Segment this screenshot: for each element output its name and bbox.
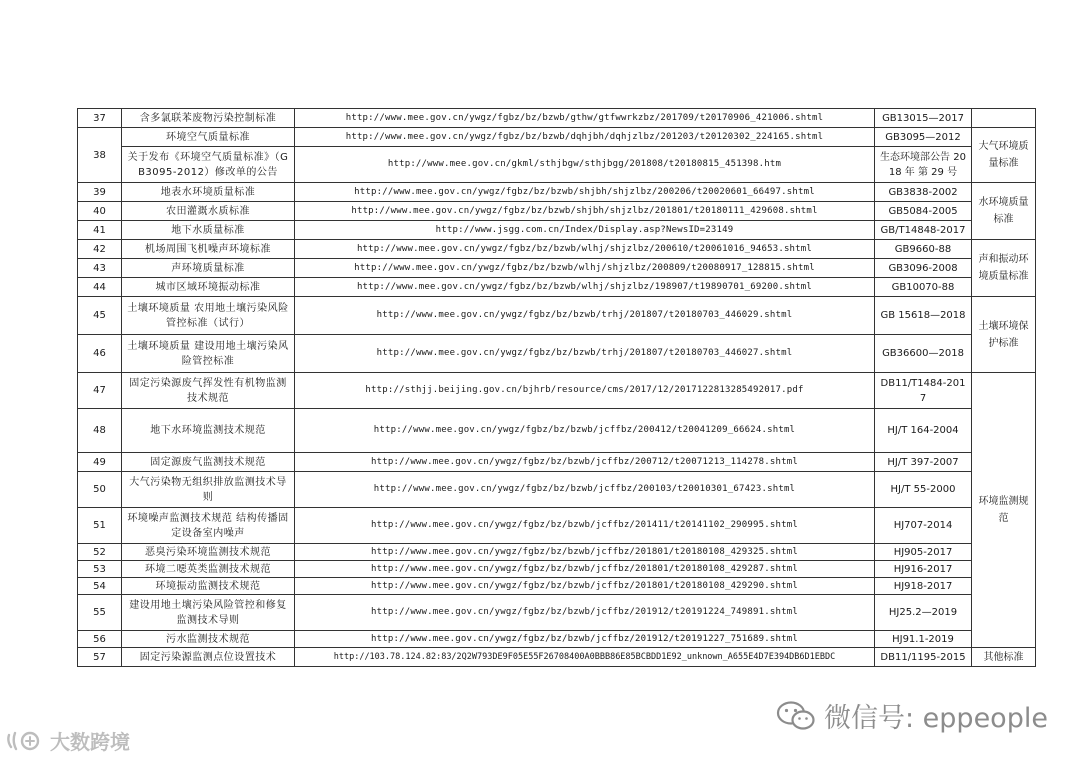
category-air: 大气环境质量标准 — [972, 128, 1036, 183]
standard-url[interactable]: http://www.mee.gov.cn/ywgz/fgbz/bz/bzwb/jcffbz/201912/t20191227_751689.shtml — [295, 631, 875, 648]
standard-name: 固定源废气监测技术规范 — [122, 453, 295, 472]
table-row — [78, 335, 1036, 373]
standard-name: 环境噪声监测技术规范 结构传播固定设备室内噪声 — [122, 508, 295, 544]
row-number: 42 — [78, 240, 122, 259]
row-number: 43 — [78, 259, 122, 278]
category-cell-empty — [972, 109, 1036, 128]
standard-name: 农田灌溉水质标准 — [122, 202, 295, 221]
standard-name: 机场周围飞机噪声环境标准 — [122, 240, 295, 259]
row-number: 49 — [78, 453, 122, 472]
brand-name-text: 大数跨境 — [50, 730, 130, 754]
standard-url[interactable]: http://www.mee.gov.cn/ywgz/fgbz/bz/bzwb/dqhjbh/dqhjzlbz/201203/t20120302_224165.shtml — [295, 128, 875, 147]
category-other: 其他标准 — [972, 648, 1036, 667]
row-number: 51 — [78, 508, 122, 544]
row-number: 48 — [78, 409, 122, 453]
standard-code: GB9660-88 — [875, 240, 972, 259]
standard-code: DB11/1195-2015 — [875, 648, 972, 667]
table-row — [78, 561, 1036, 578]
table-row — [78, 147, 1036, 183]
standard-code: HJ25.2—2019 — [875, 595, 972, 631]
standard-code: HJ905-2017 — [875, 544, 972, 561]
table-row — [78, 508, 1036, 544]
standards-table — [77, 108, 1036, 667]
standard-url[interactable]: http://www.mee.gov.cn/ywgz/fgbz/bz/bzwb/jcffbz/201801/t20180108_429290.shtml — [295, 578, 875, 595]
row-number: 40 — [78, 202, 122, 221]
standard-name: 城市区域环境振动标准 — [122, 278, 295, 297]
row-number: 52 — [78, 544, 122, 561]
standard-url[interactable]: http://www.mee.gov.cn/ywgz/fgbz/bz/bzwb/jcffbz/200103/t20010301_67423.shtml — [295, 472, 875, 508]
table-row — [78, 578, 1036, 595]
standard-url[interactable]: http://www.mee.gov.cn/ywgz/fgbz/bz/bzwb/shjbh/shjzlbz/200206/t20020601_66497.shtml — [295, 183, 875, 202]
standard-code: GB36600—2018 — [875, 335, 972, 373]
standard-url[interactable]: http://www.mee.gov.cn/ywgz/fgbz/bz/bzwb/wlhj/shjzlbz/198907/t19890701_69200.shtml — [295, 278, 875, 297]
standard-name: 固定污染源废气挥发性有机物监测技术规范 — [122, 373, 295, 409]
standard-url[interactable]: http://www.mee.gov.cn/ywgz/fgbz/bz/bzwb/gthw/gtfwwrkzbz/201709/t20170906_421006.shtml — [295, 109, 875, 128]
table-row — [78, 202, 1036, 221]
standard-code: GB10070-88 — [875, 278, 972, 297]
standard-name: 污水监测技术规范 — [122, 631, 295, 648]
category-monitoring: 环境监测规范 — [972, 373, 1036, 648]
row-number: 53 — [78, 561, 122, 578]
standard-name: 关于发布《环境空气质量标准》（GB3095-2012）修改单的公告 — [122, 147, 295, 183]
row-number: 54 — [78, 578, 122, 595]
table-row — [78, 221, 1036, 240]
standard-code: GB 15618—2018 — [875, 297, 972, 335]
row-number: 44 — [78, 278, 122, 297]
standard-url[interactable]: http://www.mee.gov.cn/ywgz/fgbz/bz/bzwb/wlhj/shjzlbz/200809/t20080917_128815.shtml — [295, 259, 875, 278]
table-row — [78, 259, 1036, 278]
standard-code: HJ707-2014 — [875, 508, 972, 544]
standard-code: HJ918-2017 — [875, 578, 972, 595]
standard-url[interactable]: http://www.mee.gov.cn/ywgz/fgbz/bz/bzwb/jcffbz/201801/t20180108_429325.shtml — [295, 544, 875, 561]
row-number: 41 — [78, 221, 122, 240]
standard-name: 含多氯联苯废物污染控制标准 — [122, 109, 295, 128]
standard-code: GB5084-2005 — [875, 202, 972, 221]
standard-url[interactable]: http://www.mee.gov.cn/ywgz/fgbz/bz/bzwb/shjbh/shjzlbz/201801/t20180111_429608.shtml — [295, 202, 875, 221]
table-row — [78, 240, 1036, 259]
standard-name: 环境空气质量标准 — [122, 128, 295, 147]
brand-watermark — [6, 726, 130, 755]
standard-code: GB13015—2017 — [875, 109, 972, 128]
standard-code: HJ/T 164-2004 — [875, 409, 972, 453]
row-number: 46 — [78, 335, 122, 373]
table-row — [78, 544, 1036, 561]
standard-code: GB/T14848-2017 — [875, 221, 972, 240]
standard-url[interactable]: http://www.mee.gov.cn/ywgz/fgbz/bz/bzwb/jcffbz/201912/t20191224_749891.shtml — [295, 595, 875, 631]
standard-code: GB3838-2002 — [875, 183, 972, 202]
row-number: 47 — [78, 373, 122, 409]
standard-code: GB3095—2012 — [875, 128, 972, 147]
standard-url[interactable]: http://www.mee.gov.cn/ywgz/fgbz/bz/bzwb/jcffbz/200712/t20071213_114278.shtml — [295, 453, 875, 472]
row-number: 45 — [78, 297, 122, 335]
standard-code: HJ/T 55-2000 — [875, 472, 972, 508]
standard-url[interactable]: http://www.jsgg.com.cn/Index/Display.asp?NewsID=23149 — [295, 221, 875, 240]
standard-url[interactable]: http://www.mee.gov.cn/ywgz/fgbz/bz/bzwb/jcffbz/200412/t20041209_66624.shtml — [295, 409, 875, 453]
standard-name: 声环境质量标准 — [122, 259, 295, 278]
category-water: 水环境质量标准 — [972, 183, 1036, 240]
row-number: 37 — [78, 109, 122, 128]
standard-name: 大气污染物无组织排放监测技术导则 — [122, 472, 295, 508]
standard-name: 土壤环境质量 农用地土壤污染风险管控标准（试行） — [122, 297, 295, 335]
wechat-watermark — [776, 696, 1048, 735]
row-number: 50 — [78, 472, 122, 508]
standard-url[interactable]: http://www.mee.gov.cn/ywgz/fgbz/bz/bzwb/wlhj/shjzlbz/200610/t20061016_94653.shtml — [295, 240, 875, 259]
table-row — [78, 278, 1036, 297]
standard-name: 环境二噁英类监测技术规范 — [122, 561, 295, 578]
table-row — [78, 409, 1036, 453]
brand-logo-icon — [6, 729, 46, 753]
standard-name: 环境振动监测技术规范 — [122, 578, 295, 595]
row-number: 56 — [78, 631, 122, 648]
standard-code: DB11/T1484-2017 — [875, 373, 972, 409]
standard-url[interactable]: http://www.mee.gov.cn/ywgz/fgbz/bz/bzwb/jcffbz/201411/t20141102_290995.shtml — [295, 508, 875, 544]
standard-name: 恶臭污染环境监测技术规范 — [122, 544, 295, 561]
standard-code: 生态环境部公告 2018 年 第 29 号 — [875, 147, 972, 183]
standard-code: HJ/T 397-2007 — [875, 453, 972, 472]
table-row — [78, 109, 1036, 128]
table-row — [78, 648, 1036, 667]
table-row — [78, 631, 1036, 648]
wechat-icon — [776, 700, 816, 732]
table-row — [78, 472, 1036, 508]
standard-name: 地表水环境质量标准 — [122, 183, 295, 202]
row-number: 38 — [78, 128, 122, 183]
table-row — [78, 453, 1036, 472]
table-row — [78, 183, 1036, 202]
row-number: 57 — [78, 648, 122, 667]
standard-name: 土壤环境质量 建设用地土壤污染风险管控标准 — [122, 335, 295, 373]
standard-url[interactable]: http://www.mee.gov.cn/ywgz/fgbz/bz/bzwb/trhj/201807/t20180703_446027.shtml — [295, 335, 875, 373]
standard-code: GB3096-2008 — [875, 259, 972, 278]
standard-code: HJ91.1-2019 — [875, 631, 972, 648]
standard-name: 建设用地土壤污染风险管控和修复 监测技术导则 — [122, 595, 295, 631]
wechat-id-text: 微信号: eppeople — [824, 703, 1048, 734]
standard-url[interactable]: http://103.78.124.82:83/2Q2W793DE9F05E55F26708400A0BBB86E85BCBDD1E92_unknown_A655E4D7E394DB6D1EBDC — [295, 648, 875, 667]
category-soil: 土壤环境保护标准 — [972, 297, 1036, 373]
standard-url[interactable]: http://sthjj.beijing.gov.cn/bjhrb/resource/cms/2017/12/2017122813285492017.pdf — [295, 373, 875, 409]
row-number: 55 — [78, 595, 122, 631]
standard-url[interactable]: http://www.mee.gov.cn/ywgz/fgbz/bz/bzwb/jcffbz/201801/t20180108_429287.shtml — [295, 561, 875, 578]
standard-url[interactable]: http://www.mee.gov.cn/gkml/sthjbgw/sthjbgg/201808/t20180815_451398.htm — [295, 147, 875, 183]
table-row — [78, 297, 1036, 335]
standard-name: 地下水环境监测技术规范 — [122, 409, 295, 453]
table-row — [78, 373, 1036, 409]
standard-code: HJ916-2017 — [875, 561, 972, 578]
standard-url[interactable]: http://www.mee.gov.cn/ywgz/fgbz/bz/bzwb/trhj/201807/t20180703_446029.shtml — [295, 297, 875, 335]
table-row — [78, 128, 1036, 147]
category-noise: 声和振动环境质量标准 — [972, 240, 1036, 297]
table-row — [78, 595, 1036, 631]
standard-name: 固定污染源监测点位设置技术 — [122, 648, 295, 667]
standard-name: 地下水质量标准 — [122, 221, 295, 240]
row-number: 39 — [78, 183, 122, 202]
